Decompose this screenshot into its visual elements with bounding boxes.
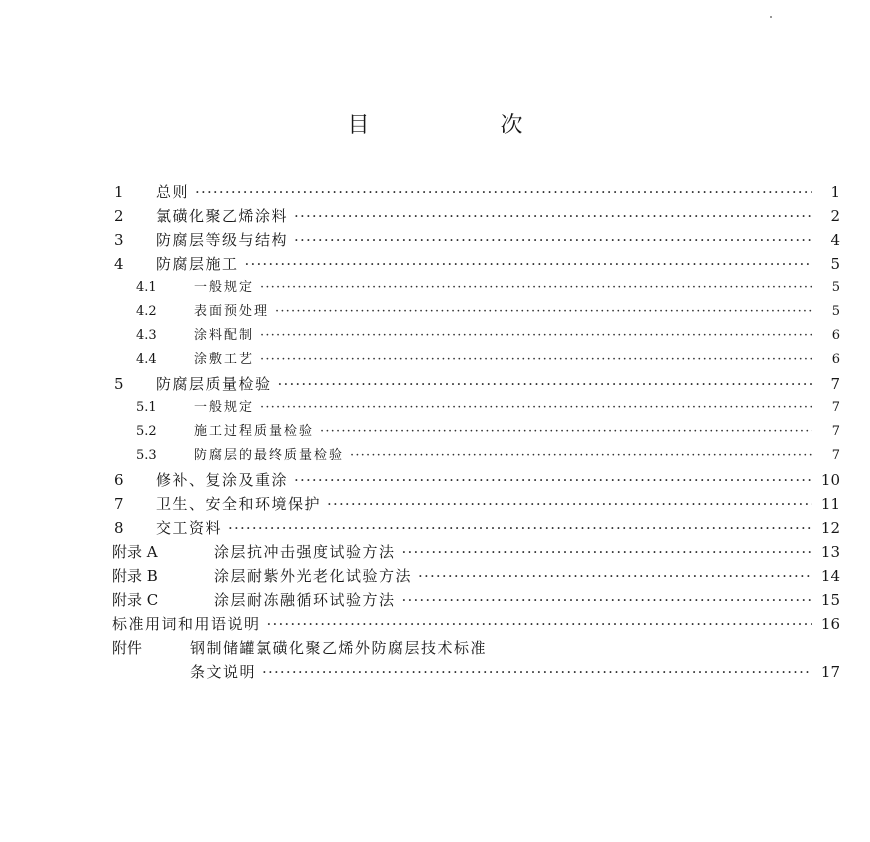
toc-entry-page: 5 [831,304,840,319]
toc-entry-appendix-b[interactable] [112,564,840,588]
dot-leader [195,180,812,204]
toc-entry-text: 氯磺化聚乙烯涂料 [156,207,289,225]
toc-entry-terminology[interactable] [112,612,840,636]
toc-entry-text: 条文说明 [190,663,257,681]
toc-entry-1[interactable] [112,180,840,204]
toc-entry-number: 7 [114,495,124,513]
dot-leader [294,204,812,228]
toc-entry-4-3[interactable] [112,324,840,348]
toc-entry-text: 钢制储罐氯磺化聚乙烯外防腐层技术标准 [190,639,488,657]
toc-entry-text: 涂料配制 [194,328,255,343]
toc-entry-number: 附录 C [112,591,159,609]
dot-leader [350,444,812,468]
table-of-contents [112,180,840,684]
toc-entry-8[interactable] [112,516,840,540]
toc-entry-number: 4.2 [136,304,157,319]
toc-entry-number: 4.3 [136,328,157,343]
toc-entry-page: 17 [820,663,840,681]
dot-leader [260,348,812,372]
toc-entry-number: 4.4 [136,352,157,367]
toc-entry-page: 7 [831,400,840,415]
toc-entry-number: 5.2 [136,424,157,439]
toc-entry-page: 10 [820,471,840,489]
dot-leader [260,324,812,348]
toc-entry-text: 修补、复涂及重涂 [156,471,289,489]
toc-entry-attachment-continued[interactable] [112,660,840,684]
toc-entry-5-2[interactable] [112,420,840,444]
dot-leader [275,300,812,324]
toc-entry-page: 12 [820,519,840,537]
toc-entry-number: 3 [114,231,124,249]
toc-entry-page: 15 [820,591,840,609]
toc-entry-page: 5 [830,255,840,273]
toc-entry-page: 7 [831,448,840,463]
toc-entry-number: 附录 B [112,567,158,585]
toc-entry-text: 一般规定 [194,280,255,295]
dot-leader [278,372,812,396]
toc-entry-appendix-c[interactable] [112,588,840,612]
toc-entry-text: 防腐层的最终质量检验 [194,448,345,463]
toc-entry-text: 涂敷工艺 [194,352,255,367]
toc-entry-text: 防腐层质量检验 [156,375,272,393]
dot-leader [228,516,812,540]
toc-entry-number: 6 [114,471,124,489]
toc-entry-number: 附录 A [112,543,158,561]
toc-entry-text: 防腐层等级与结构 [156,231,289,249]
dot-leader [320,420,812,444]
toc-entry-number: 2 [114,207,124,225]
toc-entry-text: 标准用词和用语说明 [112,615,261,633]
toc-entry-5[interactable] [112,372,840,396]
dot-leader [402,588,812,612]
toc-entry-number: 1 [114,183,124,201]
dot-leader [262,660,812,684]
toc-entry-5-3[interactable] [112,444,840,468]
toc-entry-page: 13 [820,543,840,561]
toc-entry-page: 14 [820,567,840,585]
toc-entry-page: 4 [830,231,840,249]
toc-entry-text: 表面预处理 [194,304,270,319]
toc-entry-6[interactable] [112,468,840,492]
toc-entry-text: 涂层抗冲击强度试验方法 [214,543,396,561]
toc-entry-page: 6 [831,328,840,343]
dot-leader [402,540,812,564]
toc-entry-attachment[interactable] [112,636,840,660]
toc-entry-4[interactable] [112,252,840,276]
toc-entry-page: 7 [830,375,840,393]
dot-leader [327,492,812,516]
toc-entry-page: 11 [820,495,840,513]
toc-entry-2[interactable] [112,204,840,228]
toc-entry-number: 4 [114,255,124,273]
toc-entry-4-2[interactable] [112,300,840,324]
toc-entry-number: 5.1 [136,400,157,415]
toc-entry-text: 卫生、安全和环境保护 [156,495,322,513]
toc-entry-text: 施工过程质量检验 [194,424,315,439]
toc-entry-text: 交工资料 [156,519,223,537]
dot-leader [245,252,812,276]
toc-entry-number: 5.3 [136,448,157,463]
toc-entry-3[interactable] [112,228,840,252]
toc-entry-text: 涂层耐紫外光老化试验方法 [214,567,413,585]
toc-title: 目 次 [347,113,585,138]
toc-entry-number: 5 [114,375,124,393]
dot-leader [294,468,812,492]
toc-entry-page: 1 [830,183,840,201]
dot-leader [260,396,812,420]
dot-leader [418,564,812,588]
toc-entry-number: 4.1 [136,280,157,295]
toc-entry-page: 16 [820,615,840,633]
toc-entry-number: 附件 [112,639,143,657]
toc-entry-text: 一般规定 [194,400,255,415]
toc-entry-5-1[interactable] [112,396,840,420]
toc-entry-appendix-a[interactable] [112,540,840,564]
toc-entry-4-4[interactable] [112,348,840,372]
toc-entry-number: 8 [114,519,124,537]
toc-entry-text: 防腐层施工 [156,255,239,273]
dot-leader [260,276,812,300]
scan-speck [770,16,772,18]
toc-entry-4-1[interactable] [112,276,840,300]
toc-entry-text: 总则 [156,183,190,201]
toc-entry-page: 7 [831,424,840,439]
toc-entry-page: 6 [831,352,840,367]
toc-entry-page: 2 [830,207,840,225]
dot-leader [267,612,812,636]
toc-entry-7[interactable] [112,492,840,516]
dot-leader [294,228,812,252]
toc-entry-text: 涂层耐冻融循环试验方法 [214,591,396,609]
toc-entry-page: 5 [831,280,840,295]
